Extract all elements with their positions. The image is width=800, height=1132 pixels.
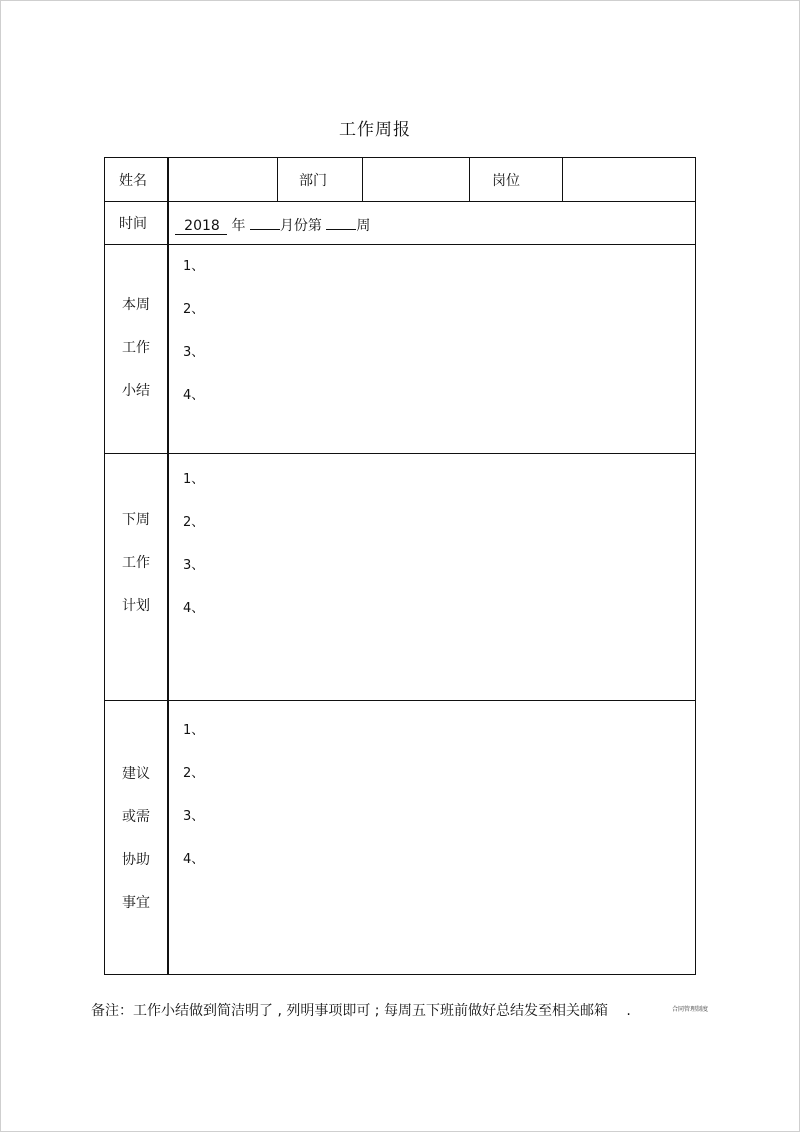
list-item[interactable]: 3、 — [183, 558, 205, 573]
department-label: 部门 — [299, 173, 327, 189]
row-divider — [105, 453, 695, 454]
col-divider — [469, 158, 470, 201]
page-title: 工作周报 — [339, 120, 411, 140]
year-value[interactable]: 2018 — [175, 218, 227, 235]
weekly-report-form — [104, 157, 696, 975]
list-item[interactable]: 4、 — [183, 388, 205, 403]
summary-items[interactable] — [183, 245, 204, 417]
department-field[interactable] — [363, 158, 469, 201]
list-item[interactable]: 3、 — [183, 345, 205, 360]
name-field[interactable] — [168, 158, 277, 201]
row-divider — [105, 700, 695, 701]
footnote-text: 备注：工作小结做到简洁明了 , 列明事项即可 ; 每周五下班前做好总结发至相关邮箱 — [91, 1003, 608, 1019]
section-label-summary: 本周 工作 小结 — [122, 297, 150, 399]
time-label: 时间 — [119, 216, 147, 232]
footer-mark: 合同管理制度 — [672, 1006, 709, 1013]
list-item[interactable]: 1、 — [183, 259, 205, 274]
footnote-dot: . — [626, 1003, 631, 1019]
plan-items[interactable] — [183, 458, 204, 630]
label-column-divider — [167, 158, 169, 975]
list-item[interactable]: 1、 — [183, 723, 205, 738]
suggestion-items[interactable] — [183, 709, 204, 881]
list-item[interactable]: 1、 — [183, 472, 205, 487]
row-divider — [105, 201, 695, 202]
section-label-plan: 下周 工作 计划 — [122, 512, 150, 614]
list-item[interactable]: 2、 — [183, 766, 205, 781]
week-text: 周 — [356, 218, 371, 234]
month-blank[interactable] — [250, 213, 280, 230]
list-item[interactable]: 4、 — [183, 852, 205, 867]
name-label: 姓名 — [119, 173, 147, 189]
list-item[interactable]: 3、 — [183, 809, 205, 824]
list-item[interactable]: 2、 — [183, 515, 205, 530]
footnote — [91, 1000, 631, 1020]
month-text: 月份第 — [279, 218, 322, 234]
position-label: 岗位 — [492, 173, 520, 189]
list-item[interactable]: 4、 — [183, 601, 205, 616]
col-divider — [277, 158, 278, 201]
list-item[interactable]: 2、 — [183, 302, 205, 317]
section-label-suggestions: 建议 或需 协助 事宜 — [122, 766, 150, 911]
year-unit: 年 — [231, 218, 246, 234]
time-field[interactable] — [175, 213, 370, 235]
week-blank[interactable] — [326, 213, 356, 230]
position-field[interactable] — [563, 158, 696, 201]
